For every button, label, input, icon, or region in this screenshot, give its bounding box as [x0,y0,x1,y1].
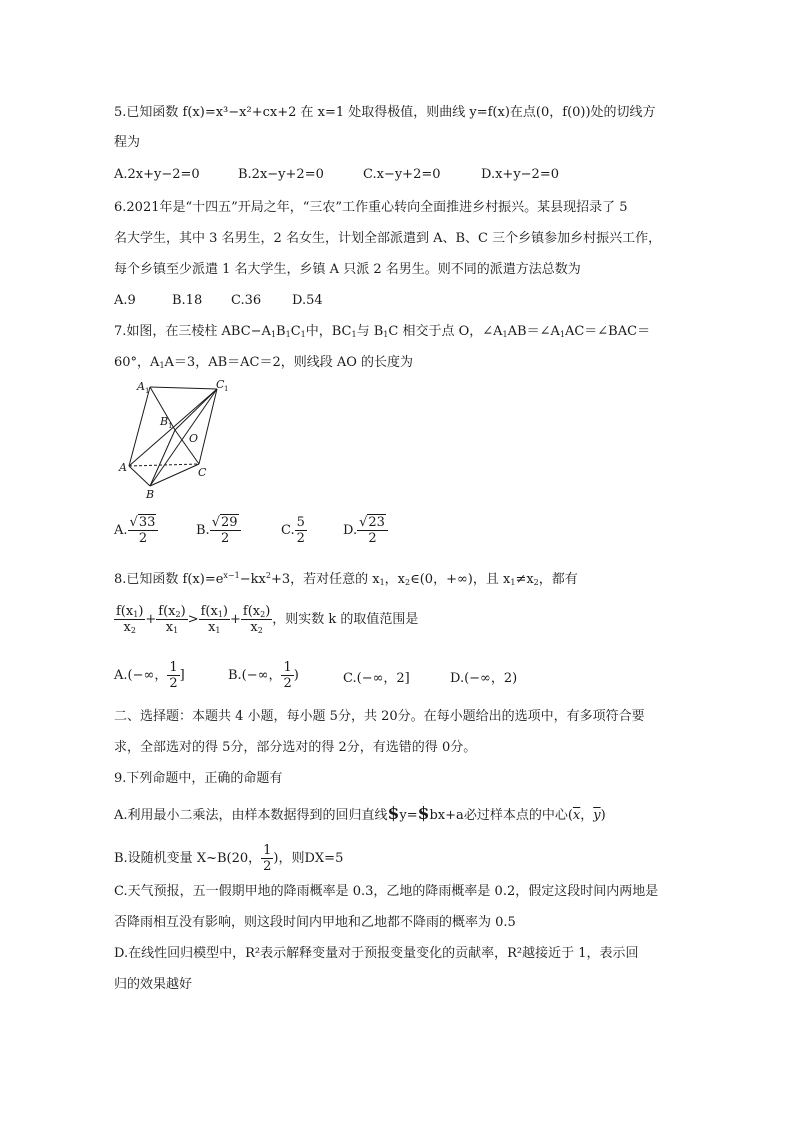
label-a: A [119,461,127,474]
label-o: O [189,432,199,445]
section2-intro-line1: 二、选择题：本题共 4 小题，每小题 5分，共 20分。在每小题给出的选项中，有多项符合要 [114,709,645,724]
q5-option-c: C.x−y+2=0 [363,167,441,182]
q9-option-a: A.利用最小二乘法，由样本数据得到的回归直线$y=$bx+a必过样本点的中心($\overline{x}$，$\overline{y}$) [114,804,606,824]
q7-option-b: B. $\frac{√29}{2}$ [196,515,241,546]
label-b: B [146,488,155,501]
q6-stem-line1: 6.2021年是“十四五”开局之年，“三农”工作重心转向全面推进乡村振兴。某县现招录了 5 [114,200,628,215]
q9-option-d-line1: D.在线性回归模型中，R²表示解释变量对于预报变量变化的贡献率，R²越接近于 1，表示回 [114,946,639,961]
q6-stem-line2: 名大学生，其中 3 名男生，2 名女生，计划全部派遣到 A、B、C 三个乡镇参加乡村振兴工作， [114,231,662,246]
q5-option-d: D.x+y−2=0 [481,167,559,182]
q6-stem-line3: 每个乡镇至少派遣 1 名大学生，乡镇 A 只派 2 名男生。则不同的派遣方法总数为 [114,262,581,277]
label-a1: A [137,380,145,393]
q6-option-c: C.36 [231,293,262,308]
q8-option-d: D.(−∞，2) [450,671,518,686]
q5-option-b: B.2x−y+2=0 [238,167,324,182]
q8-inequality: $\frac{f(x_1)}{x_2}$ + $\frac{f(x_2)}{x_1}$ > $\frac{f(x_1)}{x_1}$ + $\frac{f(x_2)}{x_2}$ ，则实数 k 的取值范围是 [116,604,419,635]
svg-text:1: 1 [224,385,229,393]
svg-text:1: 1 [145,387,150,395]
q6-option-a: A.9 [114,293,136,308]
label-c1: C [216,378,225,391]
svg-text:1: 1 [168,422,173,430]
prism-figure [114,378,234,503]
q8-option-b: B.(−∞， $\frac{1}{2}$ ) [228,660,299,691]
q8-option-a: A.(−∞， $\frac{1}{2}$ ] [114,660,185,691]
q5-option-a: A.2x+y−2=0 [114,167,200,182]
q7-stem-line1: 7.如图，在三棱柱 $ABC-A_1B_1C_1$中，$BC_1$与 $B_1C$ 相交于点 O，$\angle A_1AB=\angle A_1AC=\angle BAC=$ [114,324,651,339]
q5-stem-line2: 程为 [114,135,141,150]
q9-option-d-line2: 归的效果越好 [114,977,193,992]
q5-stem-line1: 5.已知函数 f(x)=x³−x²+cx+2 在 x=1 处取得极值，则曲线 y=f(x)在点(0，f(0))处的切线方 [114,105,656,120]
q9-option-c-line2: 否降雨相互没有影响，则这段时间内甲地和乙地都不降雨的概率为 0.5 [114,915,516,930]
q6-option-d: D.54 [292,293,323,308]
q7-option-d: D. $\frac{√23}{2}$ [343,515,388,546]
q7-option-c: C. $\frac{5}{2}$ [281,515,305,546]
q7-option-a: A. $\frac{√33}{2}$ [114,515,158,546]
section2-intro-line2: 求，全部选对的得 5分，部分选对的得 2分，有选错的得 0分。 [114,740,477,755]
q6-option-b: B.18 [172,293,203,308]
q9-option-c-line1: C.天气预报，五一假期甲地的降雨概率是 0.3，乙地的降雨概率是 0.2，假定这段时间内两地是 [114,884,659,899]
label-b1: B [160,415,169,428]
label-c: C [198,466,207,479]
q9-stem: 9.下列命题中，正确的命题有 [114,771,283,786]
q7-stem-line2: 60°，$A_1A=3$，AB＝AC＝2，则线段 AO 的长度为 [114,355,414,370]
q8-option-c: C.(−∞，2] [343,671,410,686]
q9-option-b: B.设随机变量 X~B(20， $\frac{1}{2}$ )，则DX=5 [114,843,344,874]
q8-stem-line1: 8.已知函数 $f(x)=e^{x-1}-kx^2+3$，若对任意的 $x_1$，$x_2\in(0$，+∞)，且 $x_1\ne x_2$，都有 [114,571,578,587]
